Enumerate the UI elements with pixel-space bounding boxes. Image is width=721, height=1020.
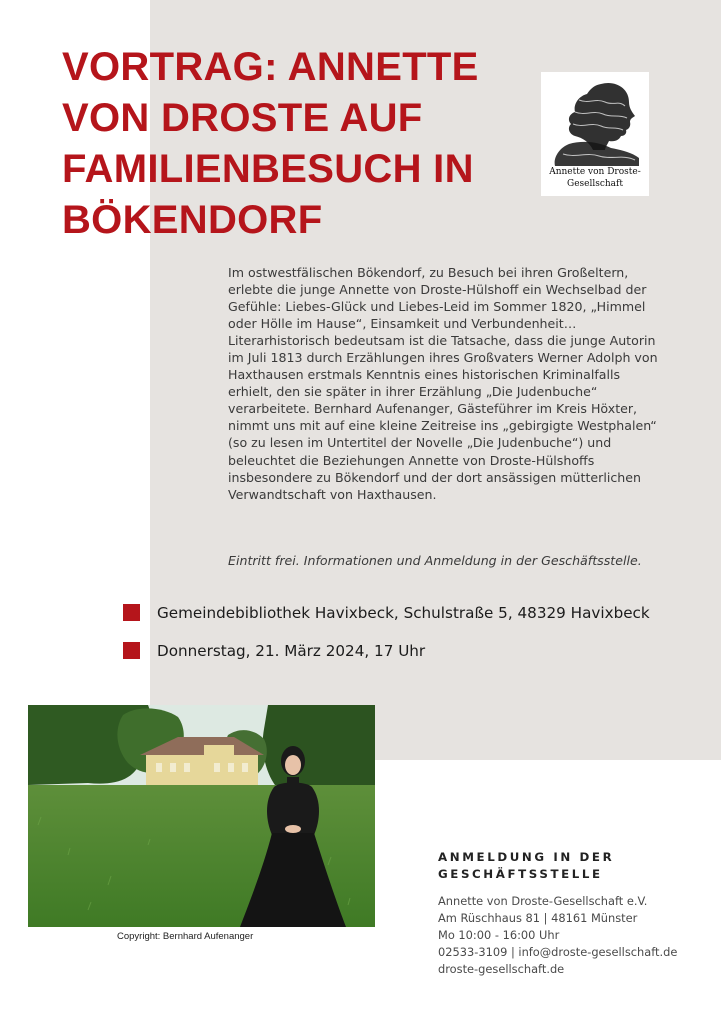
event-location: Gemeindebibliothek Havixbeck, Schulstraße 5, 48329 Havixbeck <box>157 604 650 622</box>
logo-text-line2: Gesellschaft <box>567 179 623 189</box>
registration-hours: Mo 10:00 - 16:00 Uhr <box>438 928 560 943</box>
registration-address: Am Rüschhaus 81 | 48161 Münster <box>438 911 638 926</box>
society-logo <box>541 72 649 196</box>
registration-website-link[interactable]: droste-gesellschaft.de <box>438 962 565 977</box>
bullet-square-icon <box>123 642 140 659</box>
event-date: Donnerstag, 21. März 2024, 17 Uhr <box>157 642 426 660</box>
event-photo <box>28 705 375 927</box>
silhouette-portrait-icon <box>549 78 641 166</box>
logo-text <box>541 166 649 190</box>
registration-contact <box>438 893 718 978</box>
registration-heading: ANMELDUNG IN DER GESCHÄFTSSTELLE <box>438 850 615 881</box>
event-description: Im ostwestfälischen Bökendorf, zu Besuch bei ihren Großeltern, erlebte die junge Annette von Droste-Hülshoff ein Wechselbad der Gefühle: Liebes-Glück und Liebes-Leid im Sommer 1820, „Himmel oder Hölle im Hause“, Einsamkeit und Verbundenheit… Literarhistorisch bedeutsam ist die Tatsache, dass die junge Autorin im Juli 1813 durch Erzählungen ihres Großvaters Werner Adolph von Haxthausen erstmals Kenntnis eines historischen Kriminalfalls erhielt, den sie später in ihrer Erzählung „Die Judenbuche“ verarbeitete. Bernhard Aufenanger, Gästeführer im Kreis Höxter, nimmt uns mit auf eine kleine Zeitreise ins „gebirgigte Westphalen“ (so zu lesen im Untertitel der Novelle „Die Judenbuche“) und beleuchtet die Beziehungen Annette von Droste-Hülshoffs insbesondere zu Bökendorf und der dort ansässigen mütterlichen Verwandtschaft von Haxthausen. <box>228 265 658 502</box>
registration-org: Annette von Droste-Gesellschaft e.V. <box>438 894 648 908</box>
registration-phone-email[interactable]: 02533-3109 | info@droste-gesellschaft.de <box>438 945 678 960</box>
bullet-square-icon <box>123 604 140 621</box>
admission-note: Eintritt frei. Informationen und Anmeldung in der Geschäftsstelle. <box>228 553 642 568</box>
photo-caption: Copyright: Bernhard Aufenanger <box>117 931 254 942</box>
event-title: VORTRAG: ANNETTE VON DROSTE AUF FAMILIENBESUCH IN BÖKENDORF <box>62 45 479 242</box>
logo-text-line1: Annette von Droste- <box>549 167 641 177</box>
